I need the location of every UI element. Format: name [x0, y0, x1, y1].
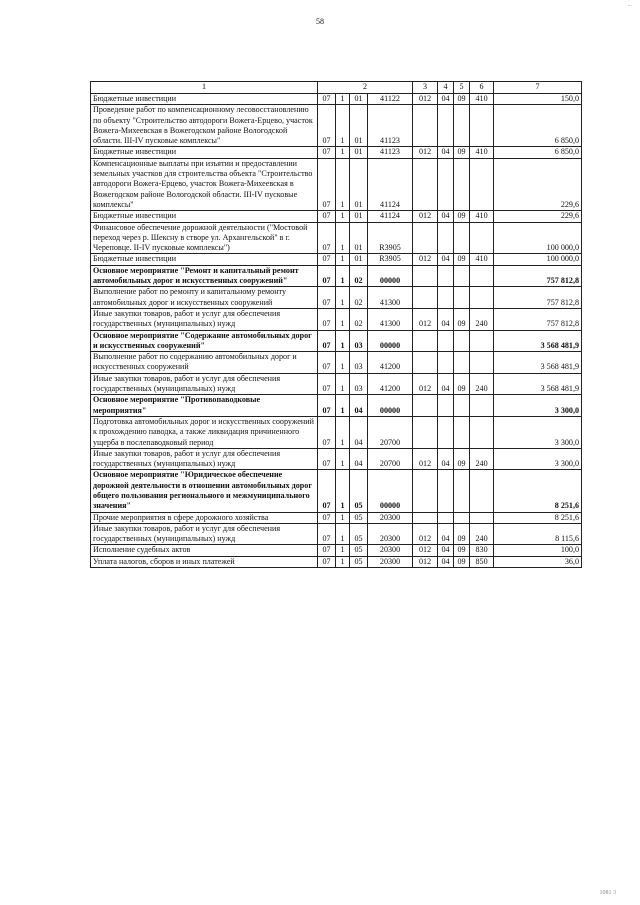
subsection-code-cell: 09 [454, 556, 470, 567]
subprogram-code-cell: 1 [336, 308, 350, 330]
expense-type-cell [470, 222, 494, 254]
activity-code-cell: 05 [350, 470, 368, 512]
activity-code-cell: 04 [350, 395, 368, 417]
row-name-cell: Финансовое обеспечение дорожной деятельности ("Мостовой переход через р. Шексну в створе ул. Архангельской" в г. Череповце. II-IV пусковые комплексы") [91, 222, 318, 254]
amount-cell: 3 568 481,9 [494, 330, 582, 352]
direction-code-cell: 41124 [368, 211, 413, 222]
subprogram-code-cell: 1 [336, 105, 350, 147]
program-code-cell: 07 [318, 330, 336, 352]
ministry-code-cell [413, 222, 438, 254]
table-row [91, 395, 582, 417]
amount-cell: 150,0 [494, 94, 582, 105]
subprogram-code-cell: 1 [336, 352, 350, 374]
activity-code-cell: 01 [350, 254, 368, 265]
amount-cell: 36,0 [494, 556, 582, 567]
direction-code-cell: 00000 [368, 470, 413, 512]
direction-code-cell: 00000 [368, 265, 413, 287]
amount-cell: 229,6 [494, 158, 582, 210]
subsection-code-cell [454, 105, 470, 147]
scan-footer-mark: 1081 3 [599, 890, 616, 896]
subsection-code-cell [454, 352, 470, 374]
table-row [91, 265, 582, 287]
ministry-code-cell [413, 265, 438, 287]
subsection-code-cell: 09 [454, 448, 470, 470]
expense-type-cell: 410 [470, 254, 494, 265]
subsection-code-cell [454, 158, 470, 210]
section-code-cell [438, 416, 454, 448]
activity-code-cell: 04 [350, 448, 368, 470]
expense-type-cell: 240 [470, 373, 494, 395]
subprogram-code-cell: 1 [336, 395, 350, 417]
amount-cell: 757 812,8 [494, 308, 582, 330]
header-cell-code: 2 [318, 82, 413, 94]
direction-code-cell: 41300 [368, 287, 413, 309]
subsection-code-cell: 09 [454, 373, 470, 395]
amount-cell: 8 115,6 [494, 523, 582, 545]
program-code-cell: 07 [318, 373, 336, 395]
section-code-cell: 04 [438, 556, 454, 567]
row-name-cell: Исполнение судебных актов [91, 545, 318, 556]
subprogram-code-cell: 1 [336, 94, 350, 105]
header-cell-amount: 7 [494, 82, 582, 94]
section-code-cell [438, 222, 454, 254]
ministry-code-cell: 012 [413, 211, 438, 222]
program-code-cell: 07 [318, 308, 336, 330]
subsection-code-cell [454, 330, 470, 352]
program-code-cell: 07 [318, 105, 336, 147]
section-code-cell [438, 352, 454, 374]
table-row [91, 470, 582, 512]
direction-code-cell: R3905 [368, 222, 413, 254]
direction-code-cell: 20300 [368, 556, 413, 567]
expense-type-cell: 410 [470, 94, 494, 105]
subprogram-code-cell: 1 [336, 147, 350, 158]
amount-cell: 3 568 481,9 [494, 352, 582, 374]
direction-code-cell: 41123 [368, 105, 413, 147]
ministry-code-cell [413, 395, 438, 417]
ministry-code-cell [413, 105, 438, 147]
header-cell-expense-type: 6 [470, 82, 494, 94]
activity-code-cell: 03 [350, 352, 368, 374]
program-code-cell: 07 [318, 470, 336, 512]
amount-cell: 100,0 [494, 545, 582, 556]
activity-code-cell: 05 [350, 523, 368, 545]
amount-cell: 3 568 481,9 [494, 373, 582, 395]
direction-code-cell: 00000 [368, 330, 413, 352]
amount-cell: 757 812,8 [494, 287, 582, 309]
activity-code-cell: 02 [350, 265, 368, 287]
header-cell-name: 1 [91, 82, 318, 94]
subprogram-code-cell: 1 [336, 523, 350, 545]
amount-cell: 6 850,0 [494, 147, 582, 158]
activity-code-cell: 01 [350, 105, 368, 147]
ministry-code-cell: 012 [413, 308, 438, 330]
budget-table [90, 81, 582, 568]
section-code-cell [438, 265, 454, 287]
program-code-cell: 07 [318, 523, 336, 545]
direction-code-cell: 20300 [368, 523, 413, 545]
ministry-code-cell: 012 [413, 545, 438, 556]
section-code-cell [438, 395, 454, 417]
section-code-cell [438, 158, 454, 210]
program-code-cell: 07 [318, 545, 336, 556]
program-code-cell: 07 [318, 512, 336, 523]
ministry-code-cell [413, 416, 438, 448]
program-code-cell: 07 [318, 416, 336, 448]
page-number: 58 [316, 17, 324, 26]
section-code-cell [438, 330, 454, 352]
expense-type-cell: 240 [470, 308, 494, 330]
section-code-cell: 04 [438, 523, 454, 545]
amount-cell: 6 850,0 [494, 105, 582, 147]
direction-code-cell: 20300 [368, 545, 413, 556]
table-row [91, 287, 582, 309]
amount-cell: 3 300,0 [494, 416, 582, 448]
subsection-code-cell: 09 [454, 523, 470, 545]
table-row [91, 308, 582, 330]
table-row [91, 211, 582, 222]
direction-code-cell: 41123 [368, 147, 413, 158]
amount-cell: 3 300,0 [494, 395, 582, 417]
table-row [91, 254, 582, 265]
subsection-code-cell: 09 [454, 94, 470, 105]
subsection-code-cell [454, 470, 470, 512]
table-row [91, 556, 582, 567]
subprogram-code-cell: 1 [336, 211, 350, 222]
amount-cell: 8 251,6 [494, 512, 582, 523]
subsection-code-cell [454, 222, 470, 254]
ministry-code-cell [413, 470, 438, 512]
activity-code-cell: 03 [350, 373, 368, 395]
row-name-cell: Основное мероприятие "Содержание автомобильных дорог и искусственных сооружений" [91, 330, 318, 352]
expense-type-cell [470, 470, 494, 512]
direction-code-cell: 41200 [368, 373, 413, 395]
subprogram-code-cell: 1 [336, 512, 350, 523]
section-code-cell [438, 512, 454, 523]
subsection-code-cell: 09 [454, 545, 470, 556]
subsection-code-cell [454, 395, 470, 417]
program-code-cell: 07 [318, 94, 336, 105]
direction-code-cell: 20700 [368, 416, 413, 448]
scan-corner-mark: ... [627, 2, 632, 8]
table-row [91, 545, 582, 556]
row-name-cell: Иные закупки товаров, работ и услуг для обеспечения государственных (муниципальных) нужд [91, 308, 318, 330]
subprogram-code-cell: 1 [336, 222, 350, 254]
program-code-cell: 07 [318, 448, 336, 470]
subprogram-code-cell: 1 [336, 265, 350, 287]
ministry-code-cell: 012 [413, 147, 438, 158]
subsection-code-cell [454, 287, 470, 309]
table-row [91, 147, 582, 158]
subsection-code-cell: 09 [454, 211, 470, 222]
program-code-cell: 07 [318, 222, 336, 254]
program-code-cell: 07 [318, 254, 336, 265]
ministry-code-cell [413, 287, 438, 309]
activity-code-cell: 05 [350, 556, 368, 567]
activity-code-cell: 01 [350, 158, 368, 210]
direction-code-cell: 41200 [368, 352, 413, 374]
amount-cell: 757 812,8 [494, 265, 582, 287]
expense-type-cell: 830 [470, 545, 494, 556]
expense-type-cell [470, 158, 494, 210]
ministry-code-cell: 012 [413, 94, 438, 105]
subsection-code-cell [454, 512, 470, 523]
section-code-cell: 04 [438, 545, 454, 556]
table-header-row [91, 82, 582, 94]
program-code-cell: 07 [318, 556, 336, 567]
expense-type-cell [470, 395, 494, 417]
section-code-cell [438, 105, 454, 147]
header-cell-ministry: 3 [413, 82, 438, 94]
row-name-cell: Выполнение работ по ремонту и капитальному ремонту автомобильных дорог и искусственных сооружений [91, 287, 318, 309]
subsection-code-cell: 09 [454, 147, 470, 158]
table-row [91, 352, 582, 374]
program-code-cell: 07 [318, 265, 336, 287]
row-name-cell: Основное мероприятие "Противопаводковые мероприятия" [91, 395, 318, 417]
subprogram-code-cell: 1 [336, 254, 350, 265]
direction-code-cell: 41300 [368, 308, 413, 330]
row-name-cell: Иные закупки товаров, работ и услуг для обеспечения государственных (муниципальных) нужд [91, 523, 318, 545]
expense-type-cell: 410 [470, 147, 494, 158]
amount-cell: 100 000,0 [494, 254, 582, 265]
subsection-code-cell: 09 [454, 308, 470, 330]
section-code-cell: 04 [438, 308, 454, 330]
row-name-cell: Проведение работ по компенсационному лесовосстановлению по объекту "Строительство автодороги Вожега-Ерцево, участок Вожега-Михеевская в Вожегодском районе Вологодской области. III-IV пусковые комплексы" [91, 105, 318, 147]
row-name-cell: Иные закупки товаров, работ и услуг для обеспечения государственных (муниципальных) нужд [91, 373, 318, 395]
row-name-cell: Бюджетные инвестиции [91, 254, 318, 265]
row-name-cell: Подготовка автомобильных дорог и искусственных сооружений к прохождению паводка, а также ликвидация причиненного ущерба в послепаводковый период [91, 416, 318, 448]
amount-cell: 8 251,6 [494, 470, 582, 512]
subprogram-code-cell: 1 [336, 448, 350, 470]
program-code-cell: 07 [318, 287, 336, 309]
header-cell-section: 4 [438, 82, 454, 94]
activity-code-cell: 02 [350, 287, 368, 309]
ministry-code-cell: 012 [413, 556, 438, 567]
activity-code-cell: 05 [350, 512, 368, 523]
program-code-cell: 07 [318, 352, 336, 374]
activity-code-cell: 01 [350, 94, 368, 105]
expense-type-cell: 240 [470, 523, 494, 545]
subsection-code-cell: 09 [454, 254, 470, 265]
section-code-cell: 04 [438, 211, 454, 222]
subsection-code-cell [454, 416, 470, 448]
row-name-cell: Компенсационные выплаты при изъятии и предоставлении земельных участков для строительства объекта "Строительство автодороги Вожега-Ерцево, участок Вожега-Михеевская в Вожегодском районе Вологодской области. III-IV пусковые комплексы" [91, 158, 318, 210]
program-code-cell: 07 [318, 147, 336, 158]
table-row [91, 416, 582, 448]
expense-type-cell [470, 512, 494, 523]
table-row [91, 158, 582, 210]
subprogram-code-cell: 1 [336, 373, 350, 395]
subprogram-code-cell: 1 [336, 416, 350, 448]
expense-type-cell: 410 [470, 211, 494, 222]
activity-code-cell: 01 [350, 222, 368, 254]
ministry-code-cell [413, 330, 438, 352]
table-row [91, 448, 582, 470]
expense-type-cell [470, 352, 494, 374]
ministry-code-cell [413, 512, 438, 523]
section-code-cell: 04 [438, 254, 454, 265]
expense-type-cell [470, 330, 494, 352]
subsection-code-cell [454, 265, 470, 287]
table-row [91, 523, 582, 545]
activity-code-cell: 01 [350, 211, 368, 222]
expense-type-cell [470, 265, 494, 287]
row-name-cell: Прочие мероприятия в сфере дорожного хозяйства [91, 512, 318, 523]
expense-type-cell [470, 287, 494, 309]
activity-code-cell: 05 [350, 545, 368, 556]
row-name-cell: Основное мероприятие "Юридическое обеспечение дорожной деятельности в отношении автомобильных дорог общего пользования регионального и межмуниципального значения" [91, 470, 318, 512]
section-code-cell: 04 [438, 448, 454, 470]
direction-code-cell: 00000 [368, 395, 413, 417]
table-row [91, 373, 582, 395]
direction-code-cell: 41124 [368, 158, 413, 210]
direction-code-cell: 20700 [368, 448, 413, 470]
table-row [91, 94, 582, 105]
ministry-code-cell: 012 [413, 254, 438, 265]
subprogram-code-cell: 1 [336, 556, 350, 567]
header-cell-subsection: 5 [454, 82, 470, 94]
program-code-cell: 07 [318, 158, 336, 210]
table-row [91, 330, 582, 352]
direction-code-cell: R3905 [368, 254, 413, 265]
row-name-cell: Уплата налогов, сборов и иных платежей [91, 556, 318, 567]
ministry-code-cell: 012 [413, 448, 438, 470]
section-code-cell: 04 [438, 147, 454, 158]
row-name-cell: Бюджетные инвестиции [91, 147, 318, 158]
row-name-cell: Иные закупки товаров, работ и услуг для обеспечения государственных (муниципальных) нужд [91, 448, 318, 470]
table-row [91, 105, 582, 147]
amount-cell: 229,6 [494, 211, 582, 222]
ministry-code-cell: 012 [413, 523, 438, 545]
expense-type-cell [470, 416, 494, 448]
activity-code-cell: 04 [350, 416, 368, 448]
table-row [91, 222, 582, 254]
subprogram-code-cell: 1 [336, 470, 350, 512]
ministry-code-cell [413, 352, 438, 374]
activity-code-cell: 01 [350, 147, 368, 158]
row-name-cell: Бюджетные инвестиции [91, 211, 318, 222]
section-code-cell [438, 287, 454, 309]
subprogram-code-cell: 1 [336, 158, 350, 210]
section-code-cell [438, 470, 454, 512]
expense-type-cell [470, 105, 494, 147]
subprogram-code-cell: 1 [336, 330, 350, 352]
subprogram-code-cell: 1 [336, 545, 350, 556]
table-row [91, 512, 582, 523]
ministry-code-cell [413, 158, 438, 210]
row-name-cell: Бюджетные инвестиции [91, 94, 318, 105]
expense-type-cell: 240 [470, 448, 494, 470]
direction-code-cell: 41122 [368, 94, 413, 105]
activity-code-cell: 02 [350, 308, 368, 330]
expense-type-cell: 850 [470, 556, 494, 567]
activity-code-cell: 03 [350, 330, 368, 352]
program-code-cell: 07 [318, 211, 336, 222]
direction-code-cell: 20300 [368, 512, 413, 523]
ministry-code-cell: 012 [413, 373, 438, 395]
row-name-cell: Выполнение работ по содержанию автомобильных дорог и искусственных сооружений [91, 352, 318, 374]
amount-cell: 100 000,0 [494, 222, 582, 254]
amount-cell: 3 300,0 [494, 448, 582, 470]
section-code-cell: 04 [438, 94, 454, 105]
row-name-cell: Основное мероприятие "Ремонт и капитальный ремонт автомобильных дорог и искусственных сооружений" [91, 265, 318, 287]
budget-table-body [91, 82, 582, 568]
program-code-cell: 07 [318, 395, 336, 417]
section-code-cell: 04 [438, 373, 454, 395]
subprogram-code-cell: 1 [336, 287, 350, 309]
